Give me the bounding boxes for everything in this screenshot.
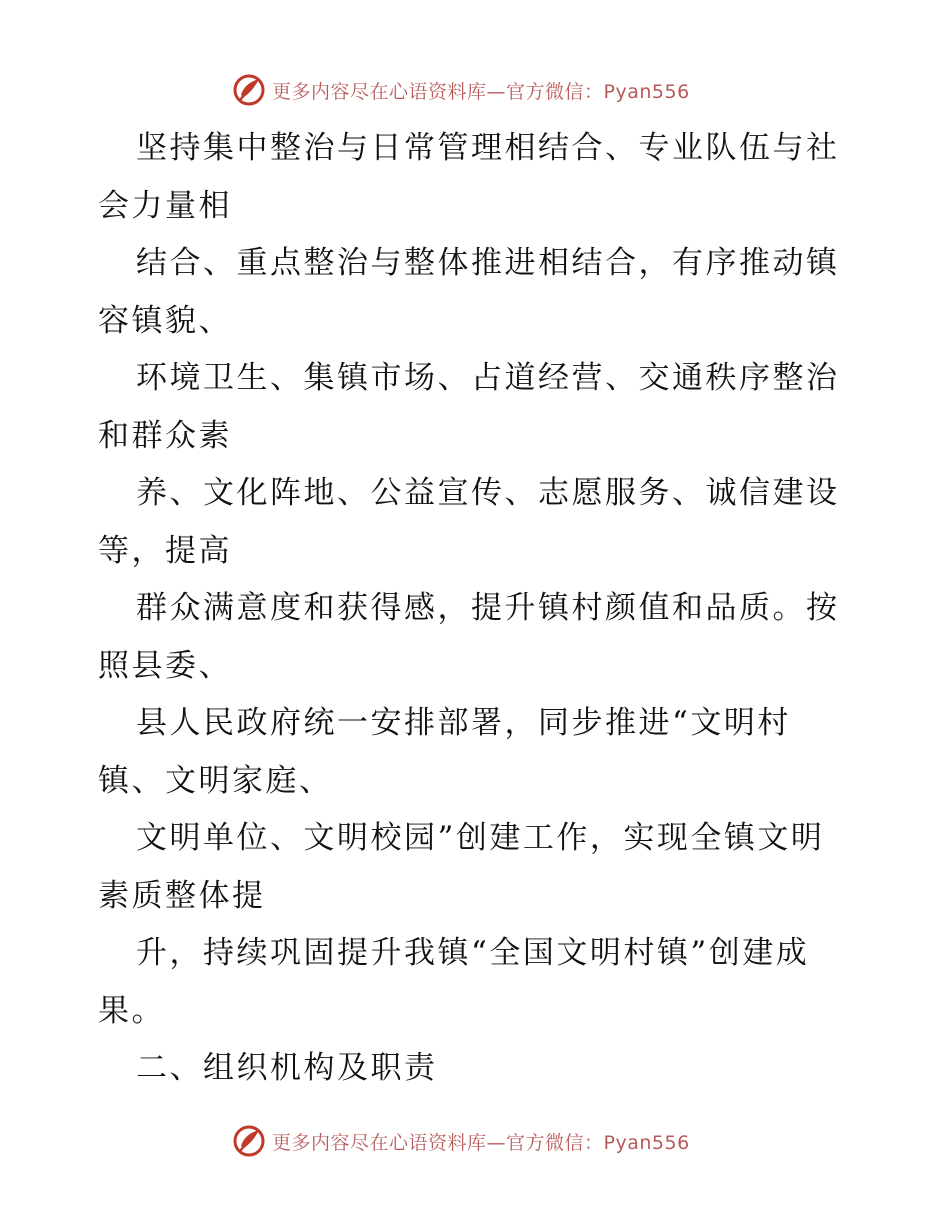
paragraph	[98, 235, 858, 350]
paragraph-line: 县人民政府统一安排部署，同步推进“文明村	[136, 705, 791, 741]
paragraph-line-continued: 容镇貌、	[98, 302, 232, 339]
paragraph-line: 坚持集中整治与日常管理相结合、专业队伍与社	[136, 130, 840, 166]
section-heading	[98, 1040, 858, 1098]
paragraph-line: 升，持续巩固提升我镇“全国文明村镇”创建成	[136, 935, 810, 971]
paragraph	[98, 465, 858, 580]
paragraph	[98, 695, 858, 810]
paragraph	[98, 120, 858, 235]
header-banner-text: 更多内容尽在心语资料库—官方微信：Pyan556	[272, 80, 690, 103]
header-banner	[232, 73, 690, 107]
paragraph-line: 环境卫生、集镇市场、占道经营、交通秩序整治	[136, 360, 840, 396]
paragraph-line-continued: 镇、文明家庭、	[98, 762, 333, 799]
footer-banner	[232, 1124, 690, 1158]
section-heading-text: 二、组织机构及职责	[136, 1050, 438, 1086]
document-body	[98, 120, 858, 1098]
paragraph-line-continued: 和群众素	[98, 417, 232, 454]
paragraph-line-continued: 等，提高	[98, 532, 232, 569]
paragraph-line-continued: 照县委、	[98, 647, 232, 684]
paragraph-line: 文明单位、文明校园”创建工作，实现全镇文明	[136, 820, 825, 856]
footer-banner-text: 更多内容尽在心语资料库—官方微信：Pyan556	[272, 1131, 690, 1154]
paragraph-line-continued: 果。	[98, 992, 165, 1029]
paragraph	[98, 925, 858, 1040]
paragraph-line: 结合、重点整治与整体推进相结合，有序推动镇	[136, 245, 840, 281]
paragraph	[98, 580, 858, 695]
paragraph-line: 养、文化阵地、公益宣传、志愿服务、诚信建设	[136, 475, 840, 511]
paragraph	[98, 350, 858, 465]
paragraph-line: 群众满意度和获得感，提升镇村颜值和品质。按	[136, 590, 840, 626]
pen-logo-icon	[232, 73, 266, 107]
paragraph-line-continued: 素质整体提	[98, 877, 266, 914]
pen-logo-icon	[232, 1124, 266, 1158]
paragraph-line-continued: 会力量相	[98, 187, 232, 224]
paragraph	[98, 810, 858, 925]
